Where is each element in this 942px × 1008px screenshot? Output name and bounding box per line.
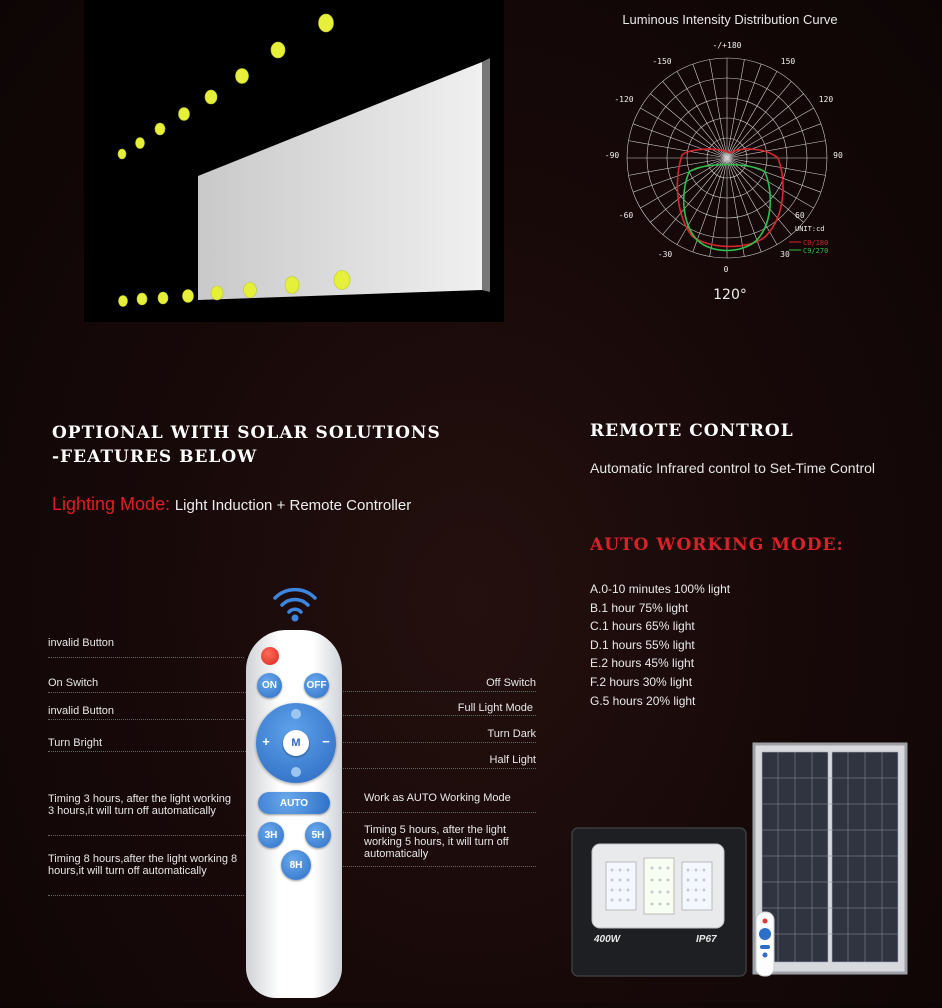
angle-label-60: 60 [795,211,805,220]
angle-label-150: 150 [780,57,796,66]
callout-turn-bright: Turn Bright [48,737,103,749]
solar-heading-line2: -FEATURES BELOW [52,447,258,467]
off-button[interactable]: OFF [304,673,329,698]
remote-control [246,630,342,998]
list-item: G.5 hours 20% light [590,693,696,708]
solar-heading [52,421,441,469]
remote-description: Automatic Infrared control to Set-Time Control [590,460,876,476]
callout-off-switch: Off Switch [486,677,536,689]
callout-timing-8: Timing 8 hours,after the light working 8 hours,it will turn off automatically [48,853,238,877]
angle-label-m30: -30 [657,250,673,259]
callout-invalid-top: invalid Button [48,637,115,649]
auto-mode-list [590,580,730,710]
minus-button[interactable]: − [322,734,330,749]
wifi-icon [271,584,319,624]
callout-auto-mode: Work as AUTO Working Mode [364,792,511,804]
on-button[interactable]: ON [257,673,282,698]
auto-button[interactable]: AUTO [258,792,330,814]
invalid-button-top[interactable] [261,647,279,665]
list-item: B.1 hour 75% light [590,600,689,615]
callout-half-light: Half Light [489,754,536,766]
timer-8h-button[interactable]: 8H [281,850,311,880]
callout-full-light: Full Light Mode [457,702,533,714]
list-item: A.0-10 minutes 100% light [590,582,731,596]
list-item: F.2 hours 30% light [590,674,693,689]
angle-label-180: -/+180 [712,41,742,50]
angle-label-m150: -150 [652,57,672,66]
lighting-mode-value: Light Induction + Remote Controller [174,497,412,514]
brightness-up-icon[interactable] [291,709,301,719]
callout-timing-3: Timing 3 hours, after the light working 3 hours,it will turn off automatically [48,793,232,817]
light-scene-graphic [84,0,504,322]
angle-label-m120: -120 [614,95,634,104]
polar-unit: UNIT:cd [795,225,825,233]
mode-button[interactable]: M [283,730,309,756]
timer-5h-button[interactable]: 5H [305,822,331,848]
remote-heading: REMOTE CONTROL [590,421,794,441]
list-item: D.1 hours 55% light [590,637,695,652]
solar-heading-line1: OPTIONAL WITH SOLAR SOLUTIONS [52,423,441,443]
beam-angle: 120° [713,287,747,303]
angle-label-m90: -90 [604,151,620,160]
callout-on-switch: On Switch [48,677,99,689]
light-distribution-scene [84,0,504,322]
angle-label-0: 0 [723,265,729,274]
direction-pad [256,703,336,783]
list-item: C.1 hours 65% light [590,619,695,634]
lighting-mode [52,494,411,515]
product-image [570,740,942,1003]
auto-mode-heading: AUTO WORKING MODE: [590,535,844,555]
list-item: E.2 hours 45% light [590,656,695,671]
power-label: 400W [594,934,621,945]
callout-invalid-mid: invalid Button [48,705,115,717]
legend-c0: C0/180 [803,239,829,247]
brightness-down-icon[interactable] [291,767,301,777]
angle-label-m60: -60 [618,211,634,220]
callout-turn-dark: Turn Dark [487,728,536,740]
angle-label-30: 30 [780,250,790,259]
legend-c90: C9/270 [803,247,829,255]
angle-label-120: 120 [818,95,834,104]
plus-button[interactable]: + [262,734,270,749]
timer-3h-button[interactable]: 3H [258,822,284,848]
polar-chart [590,30,870,310]
ip-label: IP67 [696,934,717,945]
angle-label-90: 90 [833,151,843,160]
callout-timing-5: Timing 5 hours, after the light working 5 hours, it will turn off automatically [364,824,509,860]
lighting-mode-label: Lighting Mode: [52,494,171,514]
polar-chart-title: Luminous Intensity Distribution Curve [622,12,838,27]
